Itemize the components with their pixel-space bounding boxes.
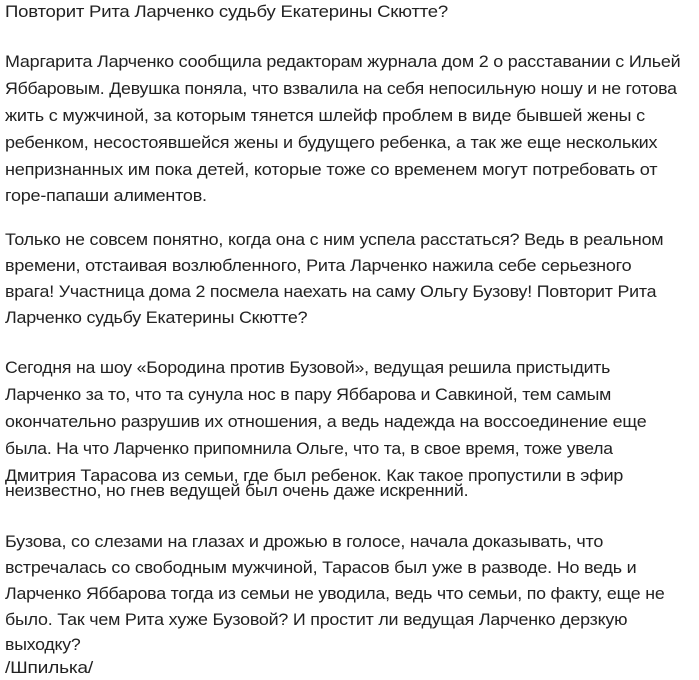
paragraph-line: выходку? <box>5 635 81 654</box>
paragraph-line: окончательно разрушив их отношения, а ведь надежда на воссоединение еще <box>5 412 647 431</box>
paragraph-line: Бузова, со слезами на глазах и дрожью в голосе, начала доказывать, что <box>5 532 604 551</box>
paragraph-line: Яббаровым. Девушка поняла, что взвалила на себя непосильную ношу и не готова <box>5 79 677 98</box>
paragraph-line: встречалась со свободным мужчиной, Тарасов был уже в разводе. Но ведь и <box>5 558 637 577</box>
paragraph-line: было. Так чем Рита хуже Бузовой? И простит ли ведущая Ларченко дерзкую <box>5 610 628 629</box>
paragraph-line: Ларченко судьбу Екатерины Скютте? <box>5 308 308 327</box>
paragraph-line: непризнанных им пока детей, которые тоже со временем могут потребовать от <box>5 160 658 179</box>
paragraph-line: Маргарита Ларченко сообщила редакторам журнала дом 2 о расставании с Ильей <box>5 52 681 71</box>
paragraph-line: врага! Участница дома 2 посмела наехать на саму Ольгу Бузову! Повторит Рита <box>5 282 657 301</box>
paragraph-line: Сегодня на шоу «Бородина против Бузовой», ведущая решила пристыдить <box>5 358 611 377</box>
signature: /Шпилька/ <box>5 658 93 677</box>
paragraph-line: неизвестно, но гнев ведущей был очень даже искренний. <box>5 481 469 500</box>
article-title: Повторит Рита Ларченко судьбу Екатерины Скютте? <box>5 2 448 21</box>
paragraph-line: ребенком, несостоявшейся жены и будущего ребенка, а так же еще нескольких <box>5 133 658 152</box>
paragraph-line: Ларченко Яббарова тогда из семьи не уводила, ведь что семьи, по факту, еще не <box>5 584 665 603</box>
paragraph-line: времени, отстаивая возлюбленного, Рита Ларченко нажила себе серьезного <box>5 256 632 275</box>
paragraph-line: жить с мужчиной, за которым тянется шлейф проблем в виде бывшей жены с <box>5 106 645 125</box>
paragraph-line: была. На что Ларченко припомнила Ольге, что та, в свое время, тоже увела <box>5 439 613 458</box>
paragraph-line: Дмитрия Тарасова из семьи, где был ребенок. Как такое пропустили в эфир <box>5 466 624 485</box>
paragraph-line: горе-папаши алиментов. <box>5 186 207 205</box>
paragraph-line: Только не совсем понятно, когда она с ним успела расстаться? Ведь в реальном <box>5 230 664 249</box>
paragraph-line: Ларченко за то, что та сунула нос в пару Яббарова и Савкиной, тем самым <box>5 385 612 404</box>
